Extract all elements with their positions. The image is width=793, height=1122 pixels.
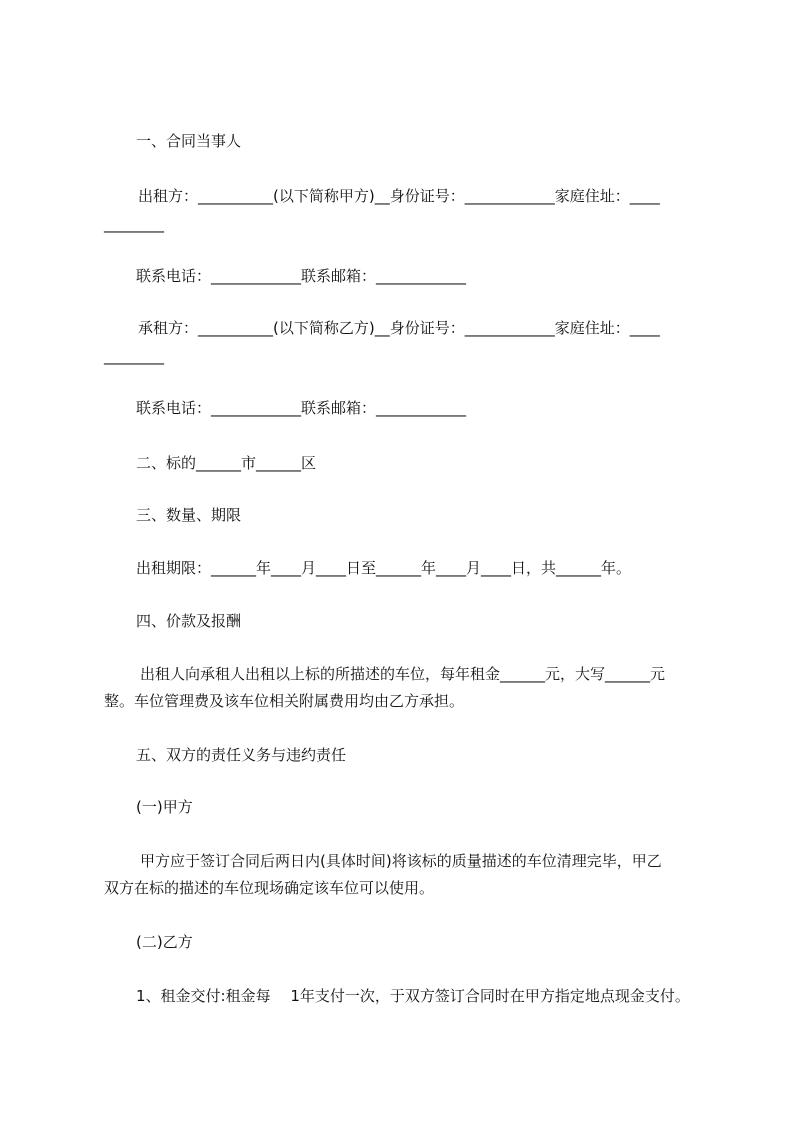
party-a-paragraph-line-2: 双方在标的描述的车位现场确定该车位可以使用。 [104,879,435,897]
lessor-contact-line: 联系电话：____________联系邮箱：____________ [136,267,467,285]
section-title-subject: 二、标的______市______区 [136,454,317,472]
subsection-title-party-a: (一)甲方 [136,798,193,816]
subsection-title-party-b: (二)乙方 [136,933,193,951]
rent-payment-line: 1、租金交付:租金每 1年支付一次，于双方签订合同时在甲方指定地点现金支付。 [136,987,690,1005]
lessee-contact-line: 联系电话：____________联系邮箱：____________ [136,399,467,417]
lessor-address-continuation: ________ [104,215,164,233]
lessee-info-line: 承租方：__________(以下简称乙方)__身份证号：____________家庭住址：____ [138,319,660,337]
section-title-parties: 一、合同当事人 [136,132,242,150]
section-title-obligations: 五、双方的责任义务与违约责任 [136,746,347,764]
lessor-info-line: 出租方：__________(以下简称甲方)__身份证号：____________家庭住址：____ [138,187,660,205]
section-title-price: 四、价款及报酬 [136,612,242,630]
lease-term-line: 出租期限：______年____月____日至______年____月____日，共______年。 [136,559,632,577]
section-title-quantity-term: 三、数量、期限 [136,506,242,524]
price-paragraph-line-1: 出租人向承租人出租以上标的所描述的车位，每年租金______元，大写______元 [140,665,666,683]
price-paragraph-line-2: 整。车位管理费及该车位相关附属费用均由乙方承担。 [104,692,465,710]
party-a-paragraph-line-1: 甲方应于签订合同后两日内(具体时间)将该标的质量描述的车位清理完毕，甲乙 [140,852,662,870]
lessee-address-continuation: ________ [104,347,164,365]
